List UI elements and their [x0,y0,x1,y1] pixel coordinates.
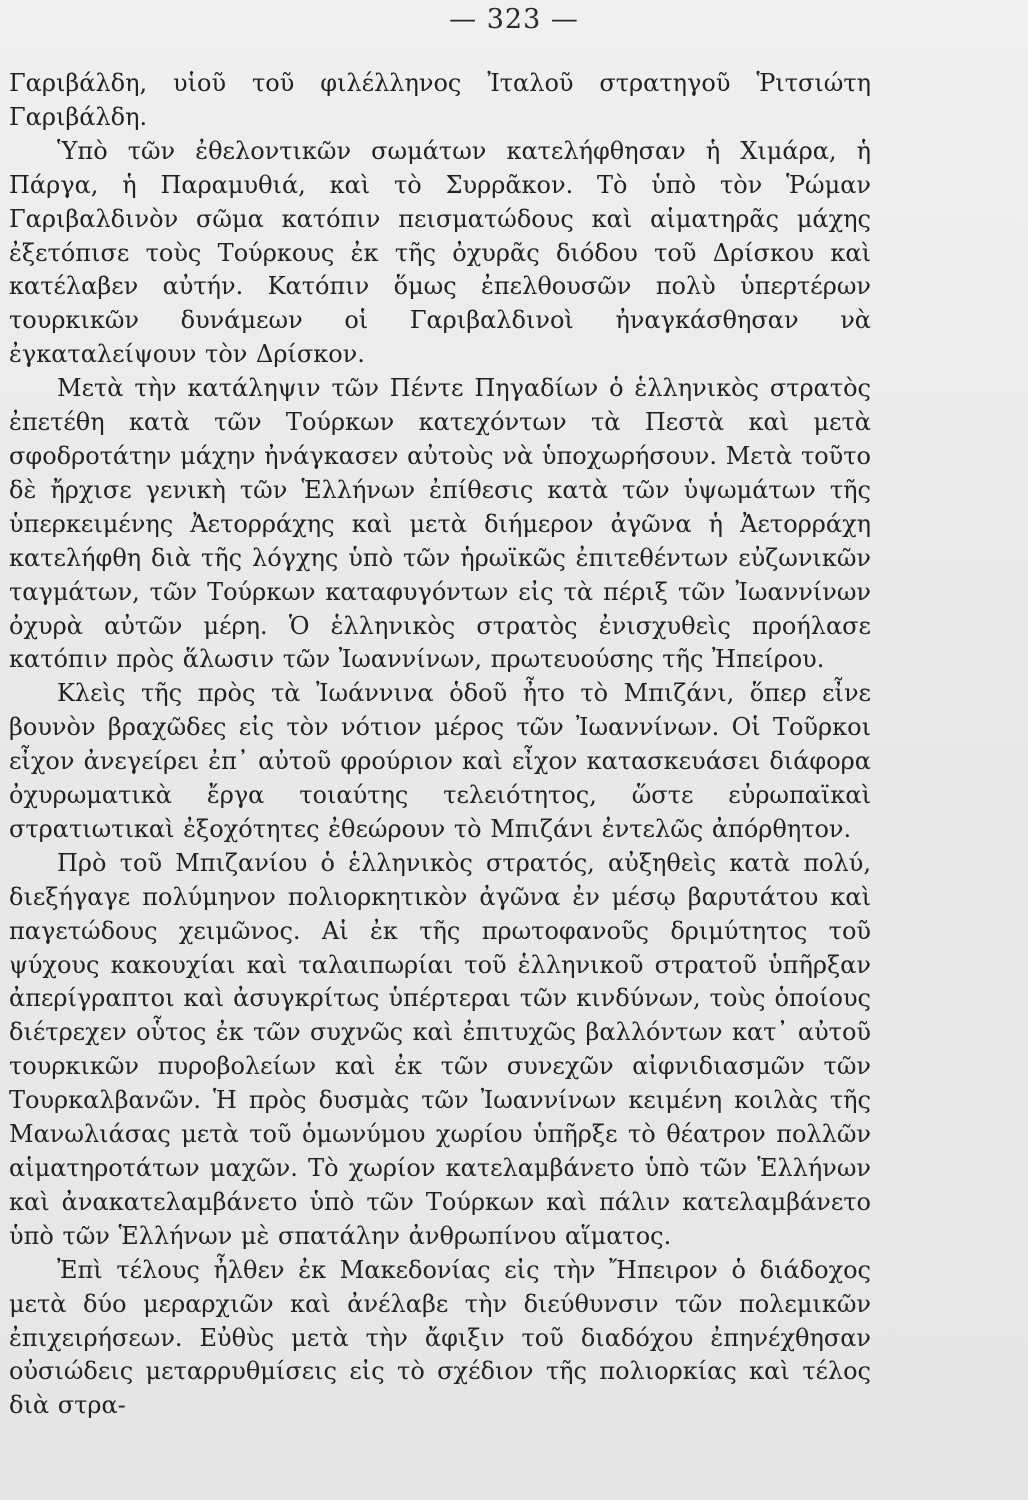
paragraph-5: Πρὸ τοῦ Μπιζανίου ὁ ἑλληνικὸς στρατός, αὐξηθεὶς κατὰ πολύ, διεξήγαγε πολύμηνον πολιορκητικὸν ἀγῶνα ἐν μέσῳ βαρυτάτου καὶ παγετώδους χειμῶνος. Αἱ ἐκ τῆς πρωτοφανοῦς δριμύτητος τοῦ ψύχους κακουχίαι καὶ ταλαιπωρίαι τοῦ ἑλληνικοῦ στρατοῦ ὑπῆρξαν ἀπερίγραπτοι καὶ ἀσυγκρίτως ὑπέρτεραι τῶν κινδύνων, τοὺς ὁποίους διέτρεχεν οὗτος ἐκ τῶν συχνῶς καὶ ἐπιτυχῶς βαλλόντων κατ᾿ αὐτοῦ τουρκικῶν πυροβολείων καὶ ἐκ τῶν συνεχῶν αἰφνιδιασμῶν τῶν Τουρκαλβανῶν. Ἡ πρὸς δυσμὰς τῶν Ἰωαννίνων κειμένη κοιλὰς τῆς Μανωλιάσας μετὰ τοῦ ὁμωνύμου χωρίου ὑπῆρξε τὸ θέατρον πολλῶν αἱματηροτάτων μαχῶν. Τὸ χωρίον κατελαμβάνετο ὑπὸ τῶν Ἑλλήνων καὶ ἀνακατελαμβάνετο ὑπὸ τῶν Τούρκων καὶ πάλιν κατελαμβάνετο ὑπὸ τῶν Ἑλλήνων μὲ σπατάλην ἀνθρωπίνου αἵματος. [9,848,871,1250]
paragraph-6: Ἐπὶ τέλους ἦλθεν ἐκ Μακεδονίας εἰς τὴν Ἤπειρον ὁ διάδοχος μετὰ δύο μεραρχιῶν καὶ ἀνέλαβε τὴν διεύθυνσιν τῶν πολεμικῶν ἐπιχειρήσεων. Εὐθὺς μετὰ τὴν ἄφιξιν τοῦ διαδόχου ἐπηνέχθησαν οὐσιώδεις μεταρρυθμίσεις εἰς τὸ σχέδιον τῆς πολιορκίας καὶ τέλος διὰ στρα- [9,1255,871,1420]
body-text [9,67,871,1423]
paragraph-1: Γαριβάλδη, υἱοῦ τοῦ φιλέλληνος Ἰταλοῦ στρατηγοῦ Ῥιτσιώτη Γαριβάλδη. [9,69,871,131]
page-number: — 323 — [449,4,579,35]
paragraph-4: Κλεὶς τῆς πρὸς τὰ Ἰωάννινα ὁδοῦ ἦτο τὸ Μπιζάνι, ὅπερ εἶνε βουνὸν βραχῶδες εἰς τὸν νότιον μέρος τῶν Ἰωαννίνων. Οἱ Τοῦρκοι εἶχον ἀνεγείρει ἐπ᾿ αὐτοῦ φρούριον καὶ εἶχον κατασκευάσει διάφορα ὀχυρωματικὰ ἔργα τοιαύτης τελειότητος, ὥστε εὐρωπαϊκαὶ στρατιωτικαὶ ἐξοχότητες ἐθεώρουν τὸ Μπιζάνι ἐντελῶς ἀπόρθητον. [9,679,871,843]
paragraph-2: Ὑπὸ τῶν ἐθελοντικῶν σωμάτων κατελήφθησαν ἡ Χιμάρα, ἡ Πάργα, ἡ Παραμυθιά, καὶ τὸ Συρρᾶκον. Τὸ ὑπὸ τὸν Ῥώμαν Γαριβαλδινὸν σῶμα κατόπιν πεισματώδους καὶ αἱματηρᾶς μάχης ἐξετόπισε τοὺς Τούρκους ἐκ τῆς ὀχυρᾶς διόδου τοῦ Δρίσκου καὶ κατέλαβεν αὐτήν. Κατόπιν ὅμως ἐπελθουσῶν πολὺ ὑπερτέρων τουρκικῶν δυνάμεων οἱ Γαριβαλδινοὶ ἠναγκάσθησαν νὰ ἐγκαταλείψουν τὸν Δρίσκον. [9,136,871,369]
paragraph-3: Μετὰ τὴν κατάληψιν τῶν Πέντε Πηγαδίων ὁ ἑλληνικὸς στρατὸς ἐπετέθη κατὰ τῶν Τούρκων κατεχόντων τὰ Πεστὰ καὶ μετὰ σφοδροτάτην μάχην ἠνάγκασεν αὐτοὺς νὰ ὑποχωρήσουν. Μετὰ τοῦτο δὲ ἤρχισε γενικὴ τῶν Ἑλλήνων ἐπίθεσις κατὰ τῶν ὑψωμάτων τῆς ὑπερκειμένης Ἀετορράχης καὶ μετὰ διήμερον ἀγῶνα ἡ Ἀετορράχη κατελήφθη διὰ τῆς λόγχης ὑπὸ τῶν ἡρωϊκῶς ἐπιτεθέντων εὐζωνικῶν ταγμάτων, τῶν Τούρκων καταφυγόντων εἰς τὰ πέριξ τῶν Ἰωαννίνων ὀχυρὰ αὐτῶν μέρη. Ὁ ἑλληνικὸς στρατὸς ἐνισχυθεὶς προήλασε κατόπιν πρὸς ἅλωσιν τῶν Ἰωαννίνων, πρωτευούσης τῆς Ἠπείρου. [9,374,871,674]
